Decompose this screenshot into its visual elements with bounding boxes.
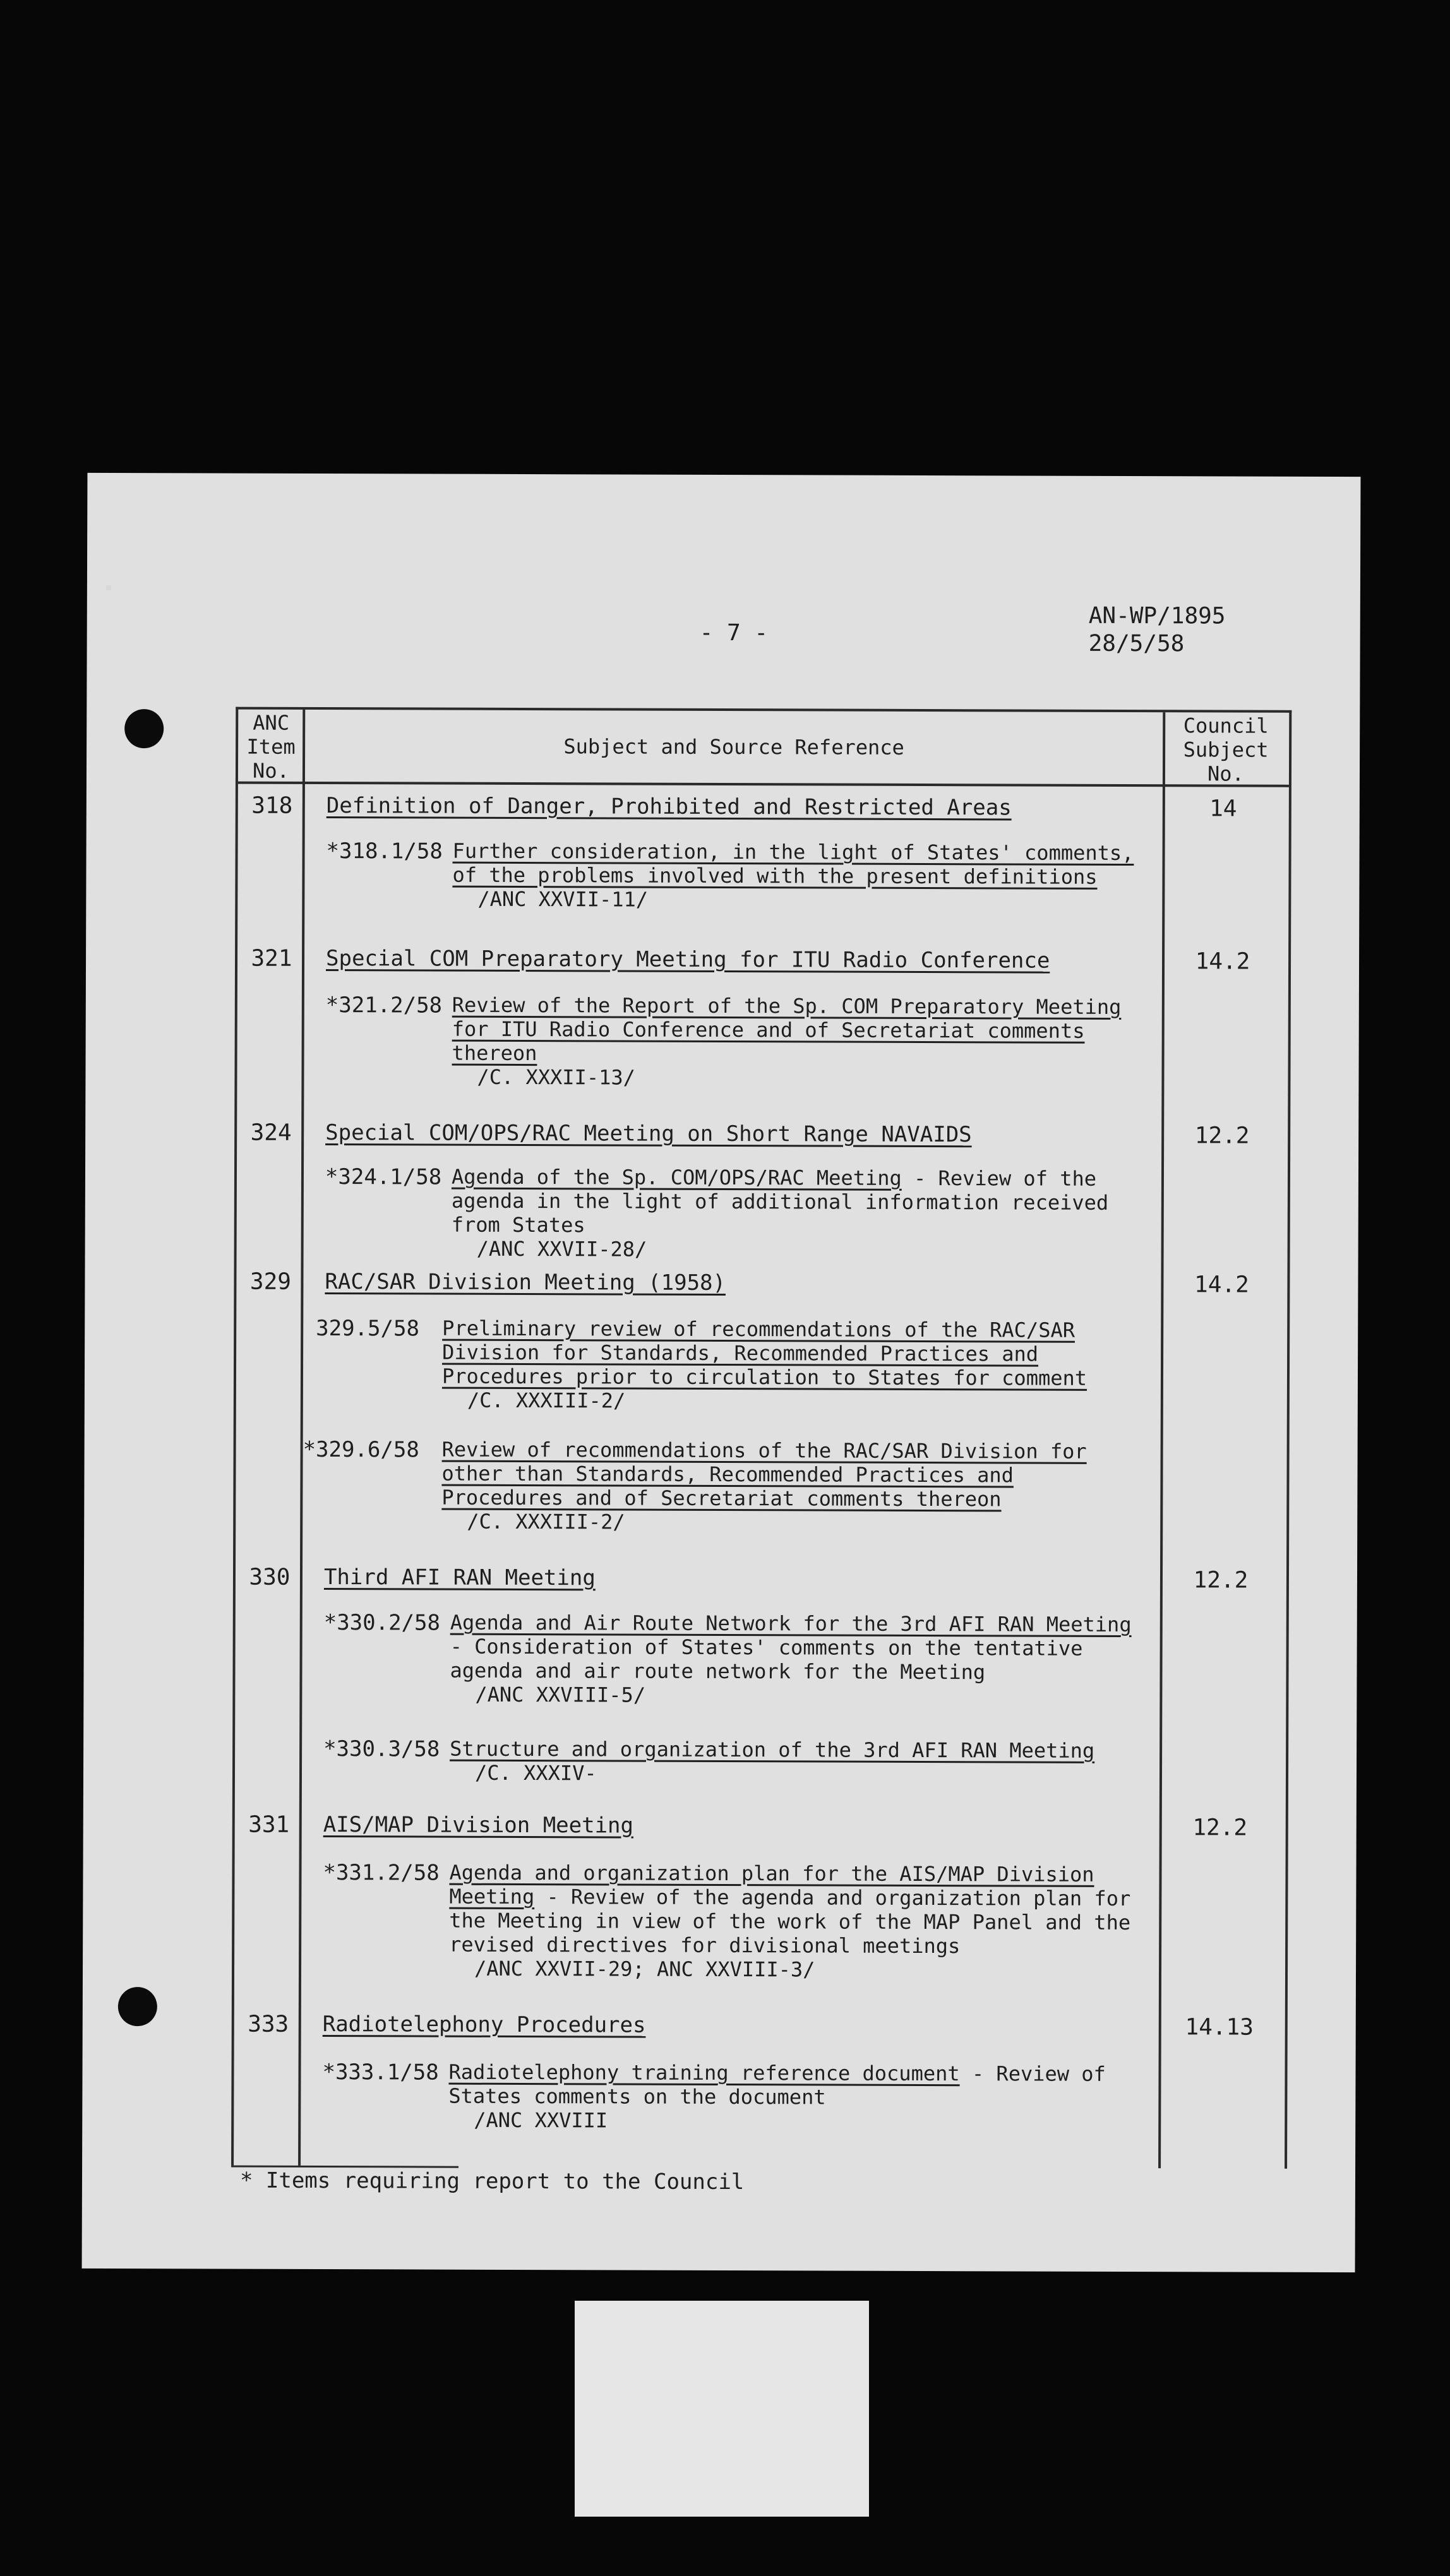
sub-item-description: - Review of the agenda and organization plan for the Meeting in view of the work of the MAP Panel and the revised directives for divisional meetings [449,1885,1131,1959]
sub-item-description: - Review of the agenda in the light of additional information received from States [451,1166,1109,1237]
document-reference [1089,602,1226,659]
sub-item [323,1736,1157,1786]
sub-item [323,1860,1157,1982]
column-rule-2 [1158,712,1165,2168]
council-subject-number: 12.2 [1192,1815,1248,1841]
source-reference: /ANC XXVII-28/ [476,1236,647,1261]
sub-item-title: Review of the Report of the Sp. COM Preparatory Meeting for ITU Radio Conference and of Secretariat comments thereon [452,993,1122,1066]
sub-item-text [450,1737,1151,1787]
sub-item-text [448,2060,1149,2134]
anc-item-number: 321 [251,945,292,972]
header-council-no: Council Subject No. [1183,713,1269,786]
header-rule [238,782,1289,787]
table-row [236,1564,1286,1786]
sub-item-number: *330.2/58 [323,1610,441,1636]
source-reference: /ANC XXVII-29; ANC XXVIII-3/ [474,1956,815,1982]
council-subject-number: 14.2 [1194,1272,1249,1298]
white-target-card [575,2301,869,2517]
source-reference: /C. XXXIV- [474,1760,597,1786]
sub-item [326,838,1160,912]
table-row [238,792,1289,912]
row-topic: RAC/SAR Division Meeting (1958) [325,1269,726,1296]
sub-item-title: Agenda and Air Route Network for the 3rd AFI RAN Meeting [450,1610,1132,1637]
document-page [82,473,1361,2272]
sub-item-text [450,1611,1151,1708]
sub-item-number: *321.2/58 [325,993,443,1018]
sub-item [323,1610,1158,1707]
sub-item-title: Structure and organization of the 3rd AFI RAN Meeting [450,1736,1095,1763]
sub-item-number: *330.3/58 [323,1736,440,1762]
sub-item-number: *329.6/58 [303,1436,419,1463]
sub-item [303,1436,1137,1534]
document-code: AN-WP/1895 [1088,602,1226,629]
sub-item-title: Preliminary review of recommendations of the RAC/SAR Division for Standards, Recommended Practices and Procedures prior to circulation to States for comment [441,1316,1088,1390]
row-topic: Radiotelephony Procedures [322,2012,646,2038]
sub-item-description: - Review of States comments on the document [448,2061,1106,2109]
sub-item-title: Agenda of the Sp. COM/OPS/RAC Meeting [451,1164,902,1190]
row-topic: Special COM Preparatory Meeting for ITU Radio Conference [325,946,1050,974]
footnote: * Items requiring report to the Council [239,2168,745,2195]
anc-item-number: 324 [250,1119,292,1146]
sub-item-text [442,1316,1143,1414]
anc-item-number: 330 [249,1564,291,1590]
sub-item-title: Radiotelephony training reference document [448,2060,960,2086]
sub-item-number: *333.1/58 [322,2060,439,2085]
sub-item-text [452,993,1153,1091]
council-subject-number: 12.2 [1194,1123,1250,1149]
source-reference: /C. XXXII-13/ [477,1064,635,1090]
sub-item-number: 329.5/58 [316,1315,420,1342]
sub-item [316,1315,1149,1413]
row-topic: Third AFI RAN Meeting [323,1565,596,1591]
council-subject-number: 12.2 [1193,1567,1249,1594]
sub-item-description: - Consideration of States' comments on the tentative agenda and air route network for the Meeting [450,1634,1083,1685]
sub-item-text [452,839,1153,913]
source-reference: /ANC XXVII-11/ [477,886,649,912]
anc-item-number: 331 [248,1811,290,1838]
sub-item-text [449,1861,1151,1983]
header-subject: Subject and Source Reference [563,734,904,760]
table-row [235,1811,1286,1982]
sub-item-title: Review of recommendations of the RAC/SAR Division for other than Standards, Recommended Practices and Procedures and of Secretariat comments thereon [441,1437,1087,1512]
anc-item-number: 318 [251,792,293,819]
table-row [237,945,1288,1090]
punch-hole-bottom [118,1987,157,2026]
sub-item [322,2060,1156,2133]
sub-item-text [441,1438,1142,1535]
council-subject-number: 14.13 [1185,2014,1254,2041]
sub-item-title: Further consideration, in the light of States' comments, of the problems involved with the present definitions [452,838,1134,889]
table-row [237,1268,1288,1534]
source-reference: /C. XXXIII-2/ [467,1388,626,1413]
agenda-table [231,707,1291,2169]
council-subject-number: 14.2 [1195,948,1250,975]
anc-item-number: 333 [248,2011,289,2037]
row-topic: Definition of Danger, Prohibited and Restricted Areas [326,793,1012,821]
source-reference: /C. XXXIII-2/ [467,1509,625,1534]
paper-speck [106,585,111,590]
anc-item-number: 329 [249,1268,292,1295]
document-date: 28/5/58 [1088,630,1185,657]
sub-item-text [452,1165,1153,1263]
sub-item-title: Agenda and organization plan for the AIS/MAP Division Meeting [449,1860,1094,1909]
table-row [237,1119,1288,1261]
sub-item [325,993,1159,1090]
row-topic: Special COM/OPS/RAC Meeting on Short Range NAVAIDS [325,1120,972,1148]
council-subject-number: 14 [1209,796,1237,822]
table-row [234,2011,1285,2133]
sub-item [325,1164,1159,1261]
row-topic: AIS/MAP Division Meeting [323,1812,634,1839]
source-reference: /ANC XXVIII-5/ [475,1682,646,1707]
punch-hole-top [124,709,164,748]
page-number: - 7 - [699,619,769,647]
source-reference: /ANC XXVIII [474,2108,608,2133]
sub-item-number: *331.2/58 [323,1860,440,1886]
sub-item-number: *324.1/58 [325,1164,442,1190]
sub-item-number: *318.1/58 [326,838,443,864]
header-item-no: ANC Item No. [246,710,296,783]
